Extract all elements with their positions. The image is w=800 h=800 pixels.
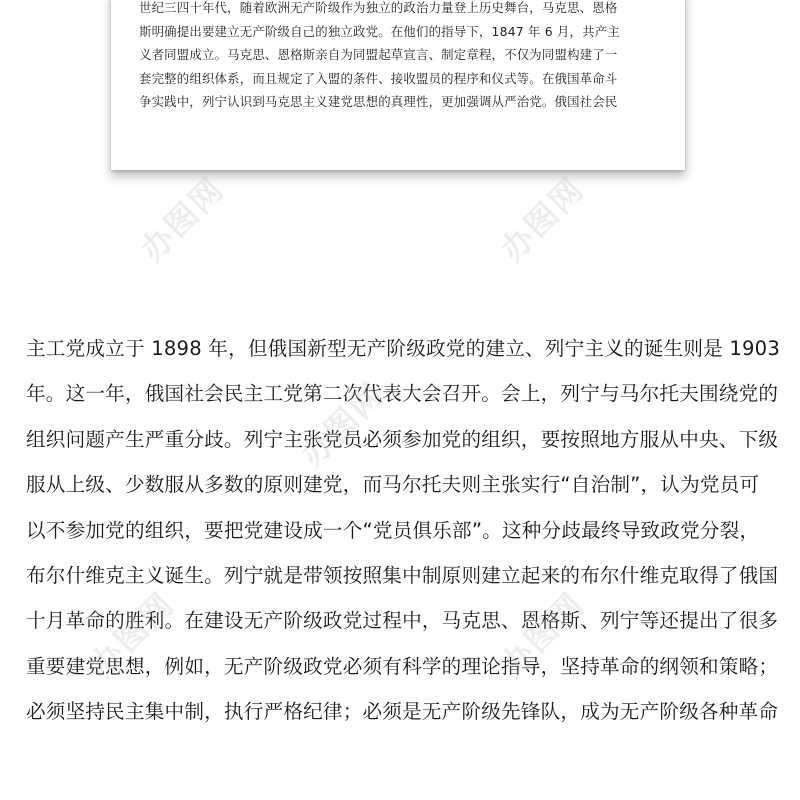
body-line: 必须坚持民主集中制，执行严格纪律；必须是无产阶级先锋队，成为无产阶级各种革命 — [26, 700, 779, 724]
watermark: 办图网 — [82, 584, 182, 684]
body-line: 布尔什维克主义诞生。列宁就是带领按照集中制原则建立起来的布尔什维克取得了俄国 — [26, 564, 779, 588]
excerpt-line: 世纪三四十年代，随着欧洲无产阶级作为独立的政治力量登上历史舞台，马克思、恩格 — [139, 0, 618, 15]
excerpt-card — [111, 0, 685, 170]
body-line: 年。这一年，俄国社会民主工党第二次代表大会召开。会上，列宁与马尔托夫围绕党的 — [26, 382, 779, 406]
watermark: 办图网 — [132, 169, 232, 269]
excerpt-line: 争实践中，列宁认识到马克思主义建党思想的真理性，更加强调从严治党。俄国社会民 — [139, 94, 618, 110]
excerpt-line: 义者同盟成立。马克思、恩格斯亲自为同盟起草宣言、制定章程，不仅为同盟构建了一 — [139, 47, 618, 63]
excerpt-text — [139, 0, 659, 114]
excerpt-line: 套完整的组织体系，而且规定了入盟的条件、接收盟员的程序和仪式等。在俄国革命斗 — [139, 70, 618, 86]
body-line: 重要建党思想，例如，无产阶级政党必须有科学的理论指导，坚持革命的纲领和策略； — [26, 654, 779, 678]
watermark: 办图网 — [492, 169, 592, 269]
watermark: 办图网 — [292, 374, 392, 474]
body-line: 服从上级、少数服从多数的原则建党，而马尔托夫则主张实行“自治制”，认为党员可 — [26, 473, 760, 497]
excerpt-line: 斯明确提出要建立无产阶级自己的独立政党。在他们的指导下，1847 年 6 月，共产主 — [139, 23, 620, 39]
body-line: 组织问题产生严重分歧。列宁主张党员必须参加党的组织，要按照地方服从中央、下级 — [26, 427, 779, 451]
body-line: 十月革命的胜利。在建设无产阶级政党过程中，马克思、恩格斯、列宁等还提出了很多 — [26, 609, 779, 633]
body-line: 主工党成立于 1898 年，但俄国新型无产阶级政党的建立、列宁主义的诞生则是 1903 — [26, 337, 781, 360]
watermark: 办图网 — [492, 584, 592, 684]
body-paragraph — [26, 326, 786, 735]
body-line: 以不参加党的组织，要把党建设成一个“党员俱乐部”。这种分歧最终导致政党分裂， — [26, 518, 760, 542]
